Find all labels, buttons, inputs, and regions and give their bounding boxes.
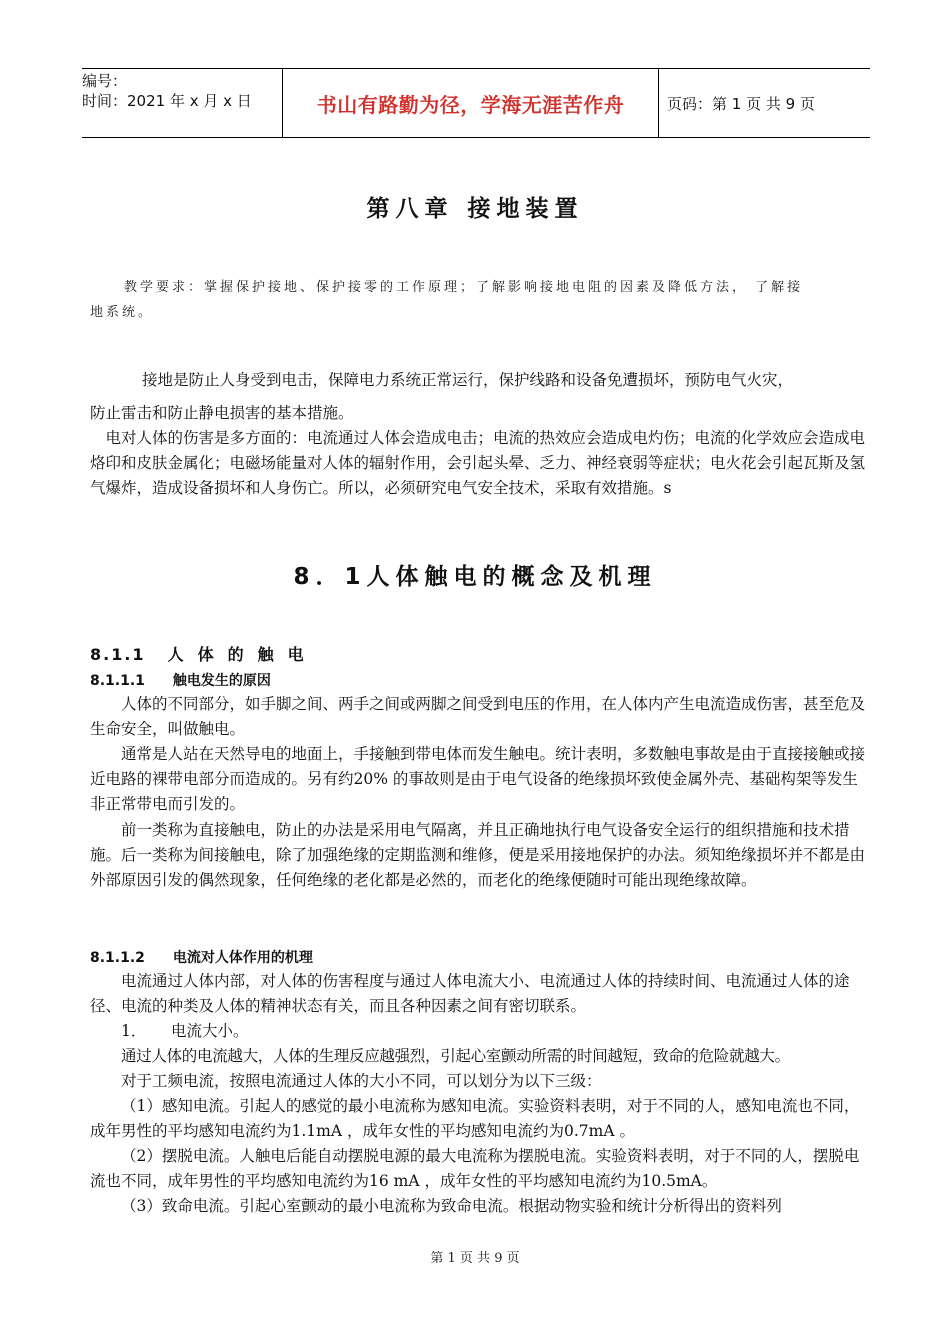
subsection-number: 8.1.1 [90, 645, 146, 664]
paragraph: 通常是人站在天然导电的地面上，手接触到带电体而发生触电。统计表明，多数触电事故是由于直接接触或接近电路的裸带电部分而造成的。另有约20% 的事故则是由于电气设备的绝缘损坏致使金属外壳、基础构架等发生非正常带电而引发的。 [90, 745, 866, 813]
intro-p1-line1: 接地是防止人身受到电击，保障电力系统正常运行，保护线路和设备免遭损坏，预防电气火灾， [142, 371, 794, 389]
section-title: 8．1人体触电的概念及机理 [293, 564, 657, 590]
subsection-number: 8.1.1.2 [90, 950, 145, 966]
paragraph: 通过人体的电流越大，人体的生理反应越强烈，引起心室颤动所需的时间越短，致命的危险就越大。 [121, 1047, 790, 1065]
list-item-heading: 1． 电流大小。 [121, 1022, 249, 1040]
paragraph: （3）致命电流。引起心室颤动的最小电流称为致命电流。根据动物实验和统计分析得出的资料列 [121, 1197, 782, 1215]
subsection-title: 触电发生的原因 [172, 673, 271, 689]
paragraph: （1）感知电流。引起人的感觉的最小电流称为感知电流。实验资料表明，对于不同的人，感知电流也不同，成年男性的平均感知电流约为1.1mA ，成年女性的平均感知电流约为0.7mA 。 [90, 1097, 860, 1140]
paragraph: 人体的不同部分，如手脚之间、两手之间或两脚之间受到电压的作用，在人体内产生电流造成伤害，甚至危及生命安全，叫做触电。 [90, 695, 866, 738]
header-motto-cell [282, 69, 659, 137]
chapter-title: 第八章 接地装置 [366, 196, 584, 222]
teaching-req-line1: 教学要求：掌握保护接地、保护接零的工作原理；了解影响接地电阻的因素及降低方法， 了解接 [124, 280, 804, 295]
subsection-title: 人体的触电 [167, 645, 318, 664]
paragraph: 前一类称为直接触电，防止的办法是采用电气隔离，并且正确地执行电气设备安全运行的组织措施和技术措施。后一类称为间接触电，除了加强绝缘的定期监测和维修，便是采用接地保护的办法。须知绝缘损坏并不都是由外部原因引发的偶然现象，任何绝缘的老化都是必然的，而老化的绝缘便随时可能出现绝缘故障。 [90, 821, 866, 889]
paragraph: （2）摆脱电流。人触电后能自动摆脱电源的最大电流称为摆脱电流。实验资料表明，对于不同的人，摆脱电流也不同，成年男性的平均感知电流约为16 mA ，成年女性的平均感知电流约为10.5mA。 [90, 1147, 860, 1190]
header-left-cell [82, 69, 282, 137]
document-date: 时间：2021 年 x 月 x 日 [82, 92, 252, 110]
teaching-req-line2: 地系统。 [90, 305, 155, 320]
document-header [82, 68, 870, 138]
paragraph: 电流通过人体内部，对人体的伤害程度与通过人体电流大小、电流通过人体的持续时间、电流通过人体的途径、电流的种类及人体的精神状态有关，而且各种因素之间有密切联系。 [90, 972, 850, 1015]
intro-paragraph-2: 电对人体的伤害是多方面的：电流通过人体会造成电击；电流的热效应会造成电灼伤；电流的化学效应会造成电烙印和皮肤金属化；电磁场能量对人体的辐射作用，会引起头晕、乏力、神经衰弱等症状；电火花会引起瓦斯及氢气爆炸，造成设备损坏和人身伤亡。所以，必须研究电气安全技术，采取有效措施。s [90, 429, 866, 497]
paragraph: 对于工频电流，按照电流通过人体的大小不同，可以划分为以下三级： [121, 1072, 602, 1090]
teaching-requirements [90, 275, 865, 325]
intro-p1-line2: 防止雷击和防止静电损害的基本措施。 [90, 404, 354, 422]
header-motto: 书山有路勤为径，学海无涯苦作舟 [316, 92, 625, 117]
subsection-number: 8.1.1.1 [90, 673, 145, 689]
subsection-8-1-1-heading [90, 642, 318, 665]
page-footer: 第 1 页 共 9 页 [430, 1251, 520, 1266]
subsection-8-1-1-2-heading [90, 947, 313, 967]
header-page-info: 页码：第 1 页 共 9 页 [667, 94, 815, 113]
subsection-8-1-1-1-heading [90, 670, 271, 690]
document-number-label: 编号： [82, 72, 128, 90]
subsection-title: 电流对人体作用的机理 [172, 950, 313, 966]
intro-paragraph-1 [90, 364, 865, 430]
